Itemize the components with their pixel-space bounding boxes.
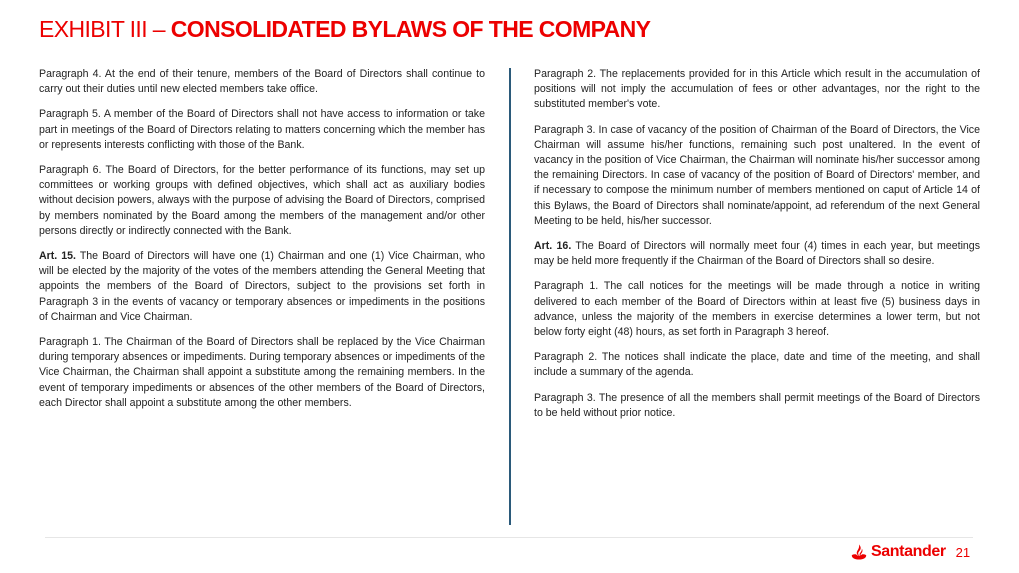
article-15-label: Art. 15. xyxy=(39,250,76,263)
article-16-text: The Board of Directors will normally meet four (4) times in each year, but meetings may be held more frequently if the Chairman of the Board of Directors shall so desire. xyxy=(534,240,980,268)
santander-logo xyxy=(850,541,970,563)
title-main: CONSOLIDATED BYLAWS OF THE COMPANY xyxy=(170,16,651,42)
paragraph-4-tenure: Paragraph 4. At the end of their tenure, members of the Board of Directors shall continue to carry out their duties until new elected members take office. xyxy=(39,68,485,96)
page-title xyxy=(39,16,650,43)
page-number: 21 xyxy=(955,544,971,560)
article-16-paragraph-3: Paragraph 3. The presence of all the members shall permit meetings of the Board of Directors to be held without prior notice. xyxy=(534,391,980,419)
article-16-label: Art. 16. xyxy=(534,240,572,253)
article-15 xyxy=(39,249,485,325)
article-15-paragraph-1: Paragraph 1. The Chairman of the Board of Directors shall be replaced by the Vice Chairman during temporary absences or impediments. During temporary absences or impediments of the Vice Chairman, the Chairman shall appoint a substitute among the remaining members. In the event of temporary impediments or absences of the other members of the Board of Directors, each Director shall appoint a substitute among the other members. xyxy=(39,336,485,409)
article-16-paragraph-1: Paragraph 1. The call notices for the meetings will be made through a notice in writing delivered to each member of the Board of Directors within at least five (5) business days in advance, unless the majority of the members in exercise determines a lower term, but not below forty eight (48) hours, as set forth in Paragraph 3 hereof. xyxy=(534,280,980,339)
right-column xyxy=(534,67,980,431)
santander-flame-icon xyxy=(850,543,868,561)
footer-rule xyxy=(45,537,973,538)
title-prefix: EXHIBIT III – xyxy=(39,16,171,42)
paragraph-6-committees: Paragraph 6. The Board of Directors, for the better performance of its functions, may set up committees or working groups with defined objectives, which shall act as auxiliary bodies without decision powers, always with the purpose of advising the Board of Directors, comprised by members nominated by the Board among the members of the management and/or other persons directly or indirectly connected with the Bank. xyxy=(39,164,485,237)
article-15-paragraph-2: Paragraph 2. The replacements provided for in this Article which result in the accumulation of positions will not imply the accumulation of fees or other advantages, nor the right to the substituted member's vote. xyxy=(534,68,980,111)
paragraph-5-conflict: Paragraph 5. A member of the Board of Directors shall not have access to information or take part in meetings of the Board of Directors relating to matters concerning which the member has or represents interests conflicting with those of the Bank. xyxy=(39,108,485,151)
article-16 xyxy=(534,239,980,269)
article-16-paragraph-2: Paragraph 2. The notices shall indicate the place, date and time of the meeting, and shall include a summary of the agenda. xyxy=(534,351,980,379)
article-15-paragraph-3: Paragraph 3. In case of vacancy of the position of Chairman of the Board of Directors, the Vice Chairman will assume his/her functions, remaining such post unaltered. In the event of vacancy in the position of Vice Chairman, the Chairman will nominate his/her successor among the remaining Directors. In case of vacancy of the position of Board of Directors' member, and if necessary to compose the minimum number of members mentioned on caput of Article 14 of this Bylaws, the Board of Directors shall nominate/appoint, ad referendum of the next General Meeting to be held, his/her successor. xyxy=(534,123,980,227)
left-column xyxy=(39,67,485,421)
brand-name: Santander xyxy=(871,543,946,560)
column-divider xyxy=(509,68,511,525)
article-15-text: The Board of Directors will have one (1) Chairman and one (1) Vice Chairman, who will be elected by the majority of the votes of the members attending the General Meeting that appoints the members of the Board of Directors, subject to the provisions set forth in Paragraph 3 in the events of vacancy or temporary absences or impediments in the positions of Chairman and Vice Chairman. xyxy=(39,250,485,323)
